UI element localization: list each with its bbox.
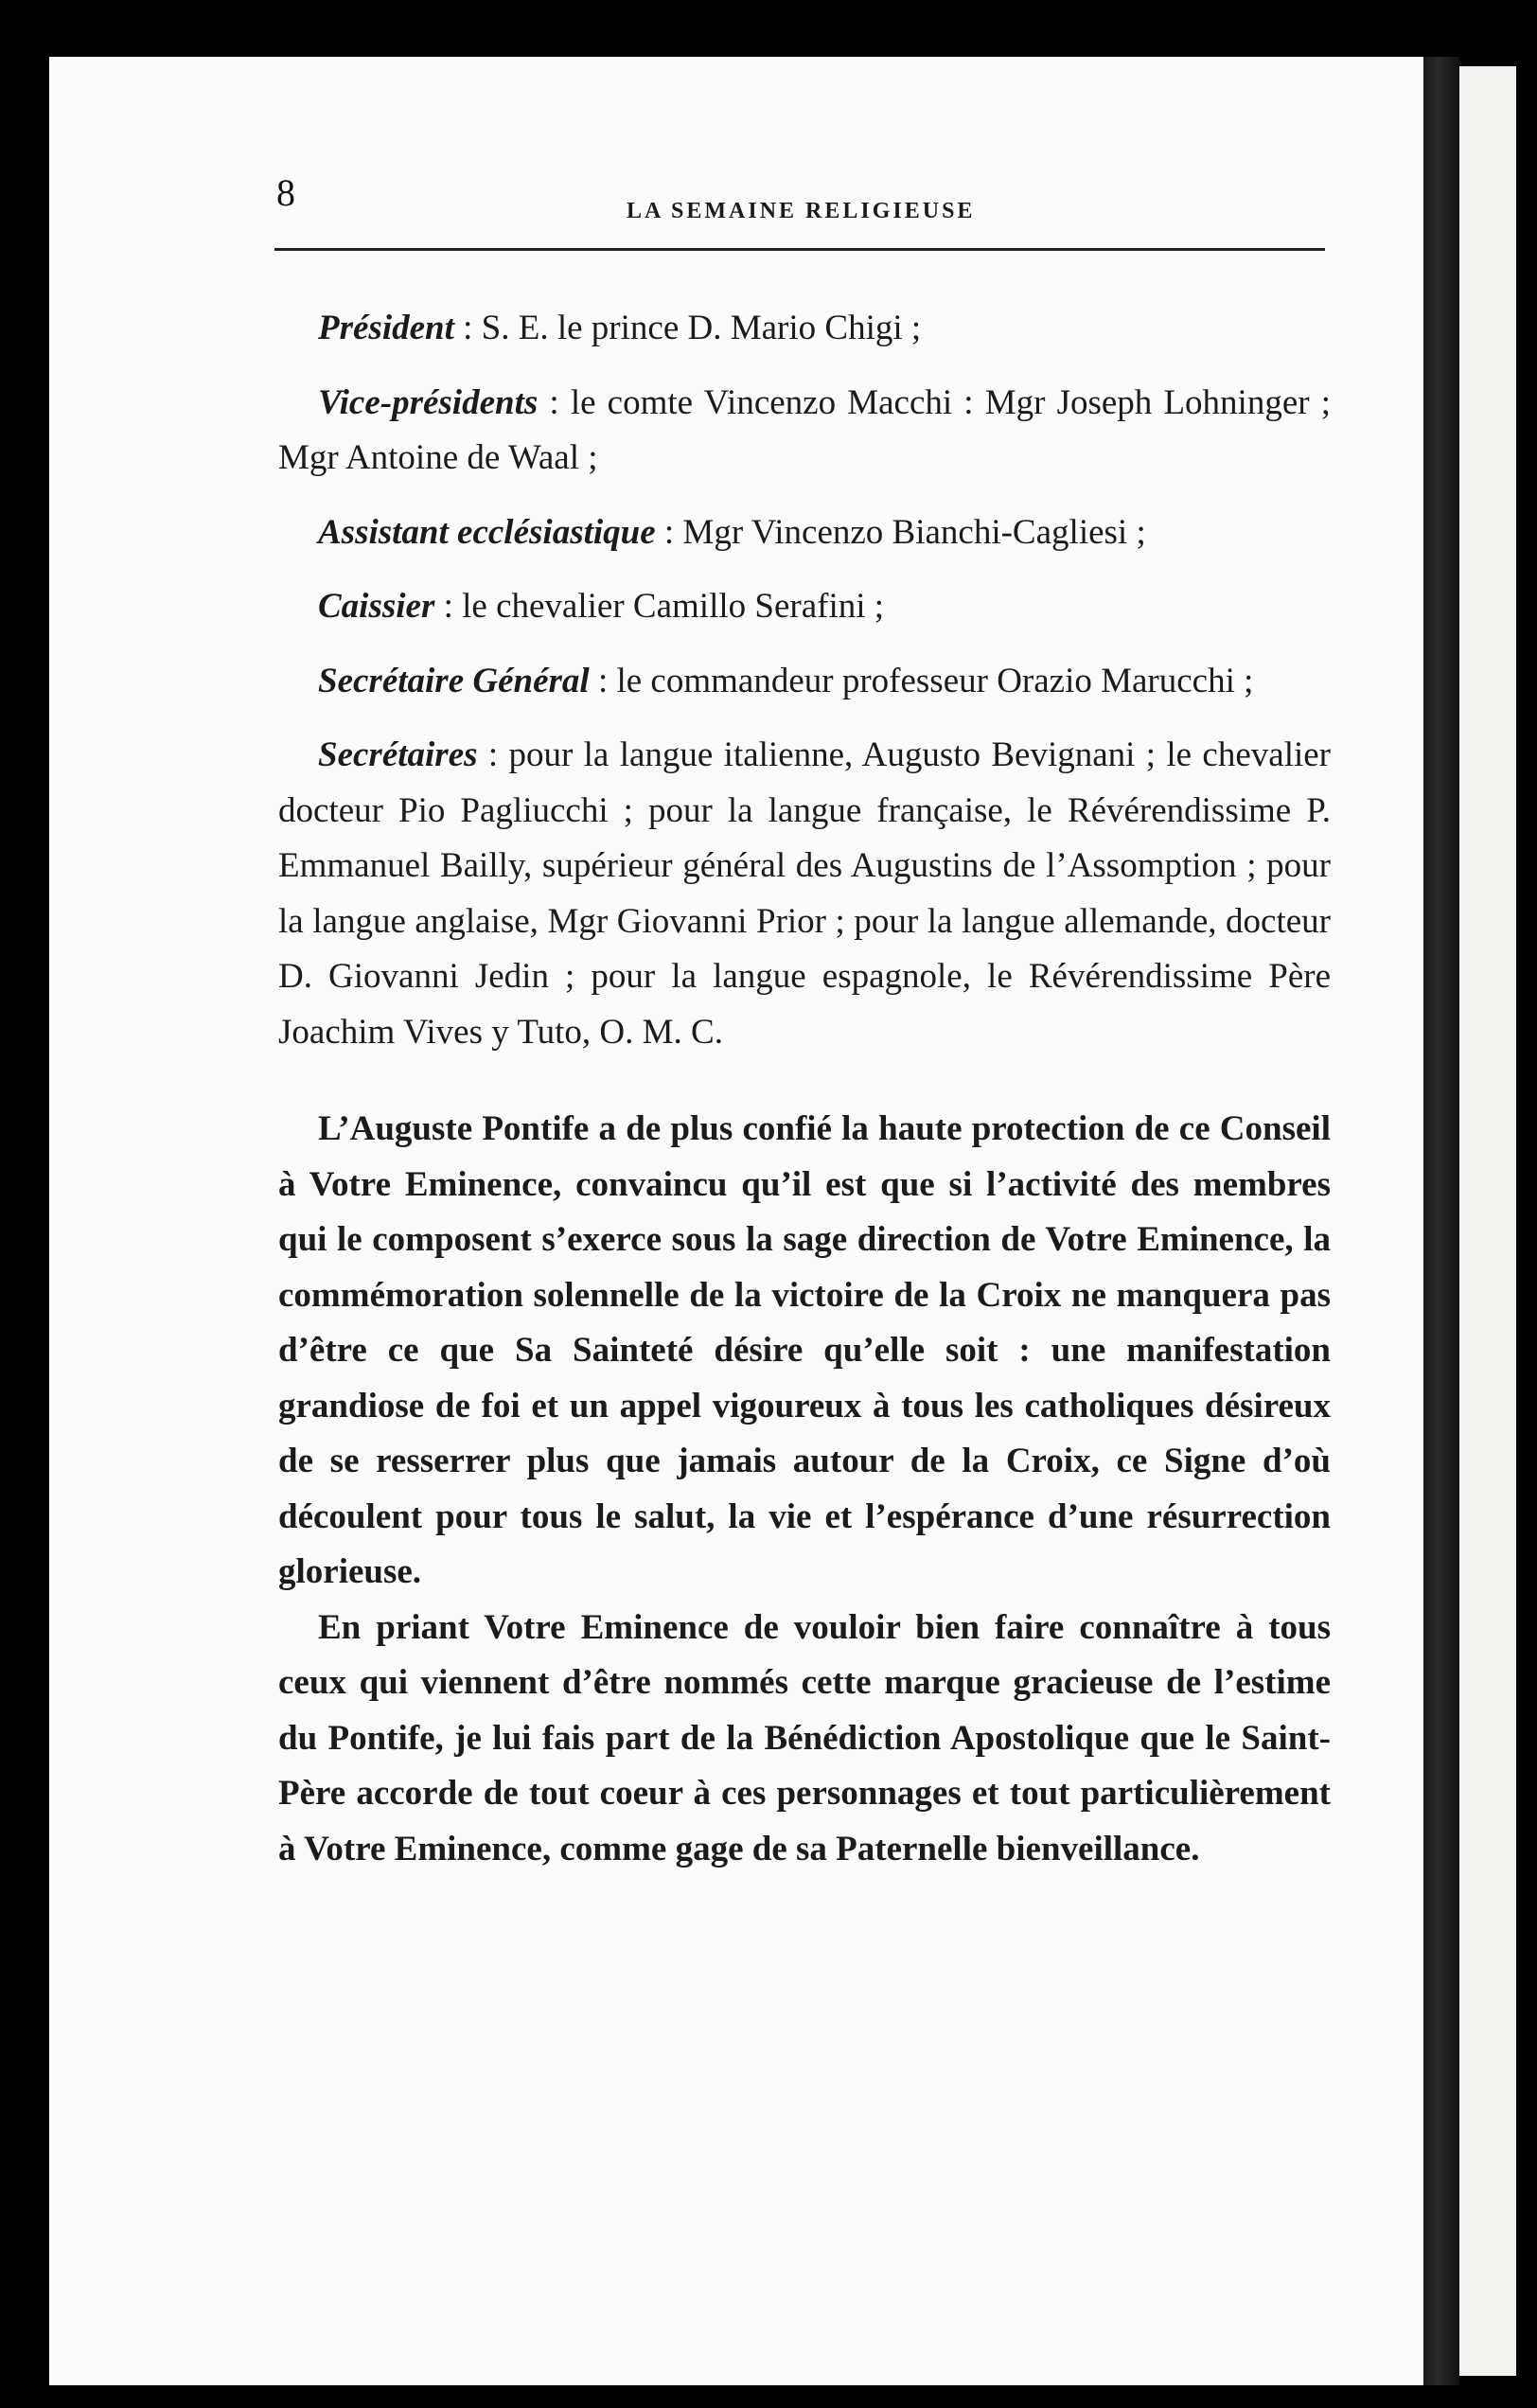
entry-text: : le comte Vincenzo Macchi : Mgr Joseph Lohninger ; Mgr Antoine de Waal ; xyxy=(278,382,1331,477)
entry-label: Assistant ecclésiastique xyxy=(318,512,656,552)
book-spine xyxy=(1423,57,1459,2385)
running-title: LA SEMAINE RELIGIEUSE xyxy=(627,199,976,223)
entry-label: Caissier xyxy=(318,587,435,626)
entry-text: : le commandeur professeur Orazio Marucchi ; xyxy=(589,661,1254,700)
facing-page-edge xyxy=(1459,66,1516,2376)
paragraph-protection: L’Auguste Pontife a de plus confié la haute protection de ce Conseil à Votre Eminence, convaincu qu’il est que si l’activité des membres qui le composent s’exerce sous la sage direction de Votre Eminence, la commémoration solennelle de la victoire de la Croix ne manquera pas d’être ce que Sa Sainteté désire qu’elle soit : une manifestation grandiose de foi et un appel vigoureux à tous les catholiques désireux de se resserrer plus que jamais autour de la Croix, ce Signe d’où découlent pour tous le salut, la vie et l’espérance d’une résurrection glorieuse. xyxy=(278,1109,1331,1591)
page-number: 8 xyxy=(276,171,295,214)
header-rule xyxy=(274,248,1325,251)
entry-text: : le chevalier Camillo Serafini ; xyxy=(434,587,885,626)
entry-secretaires xyxy=(278,728,1331,1060)
entry-text: : S. E. le prince D. Mario Chigi ; xyxy=(453,309,922,347)
entry-text: : pour la langue italienne, Augusto Bevignani ; le chevalier docteur Pio Pagliucchi ; pour la langue française, le Révérendissime P. Emmanuel Bailly, supérieur général des Augustins de l’Assomption ; pour la langue anglaise, Mgr Giovanni Prior ; pour la langue allemande, docteur D. Giovanni Jedin ; pour la langue espagnole, le Révérendissime Père Joachim Vives y Tuto, O. M. C. xyxy=(278,735,1331,1052)
entry-president xyxy=(278,301,1331,357)
entry-label: Vice-présidents xyxy=(318,382,539,422)
entry-text: : Mgr Vincenzo Bianchi-Cagliesi ; xyxy=(655,512,1146,552)
page-header xyxy=(276,170,1327,227)
entry-assistant xyxy=(278,505,1331,561)
entry-label: Secrétaire Général xyxy=(318,661,590,700)
entry-caissier xyxy=(278,579,1331,635)
entry-label: Secrétaires xyxy=(318,735,478,774)
paragraph-benediction: En priant Votre Eminence de vouloir bien faire connaître à tous ceux qui viennent d’être nommés cette marque gracieuse de l’estime du Pontife, je lui fais part de la Bénédiction Apostolique que le Saint-Père accorde de tout coeur à ces personnages et tout particulièrement à Votre Eminence, comme gage de sa Paternelle bienveillance. xyxy=(278,1607,1331,1868)
entry-vice-presidents xyxy=(278,376,1331,487)
entry-label: Président xyxy=(318,309,454,347)
page-body xyxy=(278,301,1331,1877)
entry-secretaire-general xyxy=(278,654,1331,710)
